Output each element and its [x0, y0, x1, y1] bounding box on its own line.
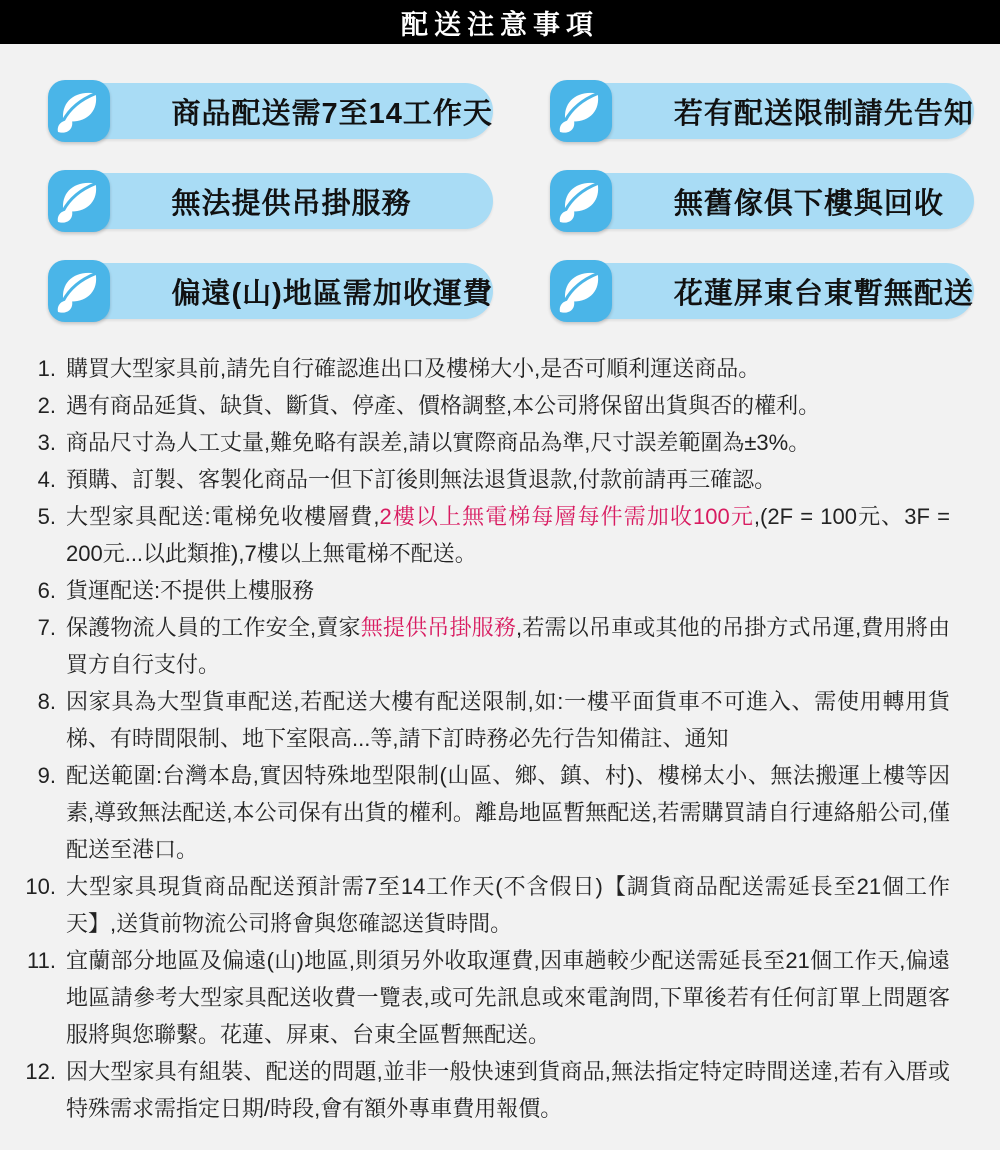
note-number: 6.	[37, 578, 56, 603]
highlight-text: 無提供吊掛服務	[360, 615, 517, 640]
note-number: 5.	[37, 504, 56, 529]
badge-label: 花蓮屏東台東暫無配送	[673, 277, 974, 310]
note-number: 11.	[27, 948, 56, 973]
delivery-badge	[48, 80, 493, 142]
badge-label: 若有配送限制請先告知	[673, 97, 974, 130]
note-item	[12, 424, 962, 461]
page-title: 配送注意事項	[401, 9, 599, 40]
badge-pill	[60, 173, 493, 229]
delivery-badge	[48, 260, 493, 322]
note-item	[12, 350, 962, 387]
note-text: 遇有商品延貨、缺貨、斷貨、停產、價格調整,本公司將保留出貨與否的權利。	[66, 393, 821, 418]
leaf-icon	[48, 260, 110, 322]
badge-label: 無法提供吊掛服務	[171, 187, 412, 220]
badge-pill	[562, 263, 974, 319]
delivery-badge	[550, 80, 974, 142]
note-text: 預購、訂製、客製化商品一但下訂後則無法退貨退款,付款前請再三確認。	[66, 467, 777, 492]
note-text: 因大型家具有組裝、配送的問題,並非一般快速到貨商品,無法指定特定時間送達,若有入厝或特殊需求需指定日期/時段,會有額外專車費用報價。	[66, 1059, 950, 1121]
badge-pill	[60, 83, 493, 139]
note-number: 9.	[37, 763, 56, 788]
note-text: 宜蘭部分地區及偏遠(山)地區,則須另外收取運費,因車趟較少配送需延長至21個工作天,偏遠地區請參考大型家具配送收費一覽表,或可先訊息或來電詢問,下單後若有任何訂單上問題客服將與您聯繫。花蓮、屏東、台東全區暫無配送。	[66, 948, 950, 1047]
delivery-badge	[48, 170, 493, 232]
note-item	[12, 683, 962, 757]
leaf-icon	[550, 260, 612, 322]
delivery-badge	[550, 170, 974, 232]
note-number: 1.	[37, 356, 56, 381]
note-number: 12.	[25, 1059, 56, 1084]
page-header	[0, 0, 1000, 44]
note-number: 8.	[37, 689, 56, 714]
highlight-text: 2樓以上無電梯每層每件需加收100元	[379, 504, 754, 529]
note-text: 配送範圍:台灣本島,實因特殊地型限制(山區、鄉、鎮、村)、樓梯太小、無法搬運上樓等因素,導致無法配送,本公司保有出貨的權利。離島地區暫無配送,若需購買請自行連絡船公司,僅配送至港口。	[66, 763, 950, 862]
note-number: 2.	[37, 393, 56, 418]
note-item	[12, 387, 962, 424]
note-text: 因家具為大型貨車配送,若配送大樓有配送限制,如:一樓平面貨車不可進入、需使用轉用貨梯、有時間限制、地下室限高...等,請下訂時務必先行告知備註、通知	[66, 689, 950, 751]
badge-pill	[562, 83, 974, 139]
note-number: 4.	[37, 467, 56, 492]
note-text: 保護物流人員的工作安全,賣家無提供吊掛服務,若需以吊車或其他的吊掛方式吊運,費用將由買方自行支付。	[66, 615, 950, 677]
note-number: 3.	[37, 430, 56, 455]
badges-grid	[48, 80, 974, 322]
note-item	[12, 868, 962, 942]
note-item	[12, 1053, 962, 1127]
badge-label: 商品配送需7至14工作天	[171, 97, 493, 130]
badge-label: 偏遠(山)地區需加收運費	[171, 277, 493, 310]
note-item	[12, 461, 962, 498]
note-item	[12, 609, 962, 683]
note-number: 7.	[37, 615, 56, 640]
note-item	[12, 757, 962, 868]
note-text: 貨運配送:不提供上樓服務	[66, 578, 315, 603]
leaf-icon	[48, 80, 110, 142]
note-text: 商品尺寸為人工丈量,難免略有誤差,請以實際商品為準,尺寸誤差範圍為±3%。	[66, 430, 811, 455]
leaf-icon	[550, 170, 612, 232]
note-text: 大型家具現貨商品配送預計需7至14工作天(不含假日)【調貨商品配送需延長至21個工作天】,送貨前物流公司將會與您確認送貨時間。	[66, 874, 950, 936]
leaf-icon	[550, 80, 612, 142]
badge-label: 無舊傢俱下樓與回收	[673, 187, 944, 220]
delivery-badge	[550, 260, 974, 322]
note-item	[12, 572, 962, 609]
note-number: 10.	[25, 874, 56, 899]
notes-list	[12, 350, 962, 1127]
note-item	[12, 942, 962, 1053]
badge-pill	[60, 263, 493, 319]
note-text: 大型家具配送:電梯免收樓層費,2樓以上無電梯每層每件需加收100元,(2F = 100元、3F = 200元...以此類推),7樓以上無電梯不配送。	[66, 504, 950, 566]
note-item	[12, 498, 962, 572]
badge-pill	[562, 173, 974, 229]
note-text: 購買大型家具前,請先自行確認進出口及樓梯大小,是否可順利運送商品。	[66, 356, 761, 381]
leaf-icon	[48, 170, 110, 232]
